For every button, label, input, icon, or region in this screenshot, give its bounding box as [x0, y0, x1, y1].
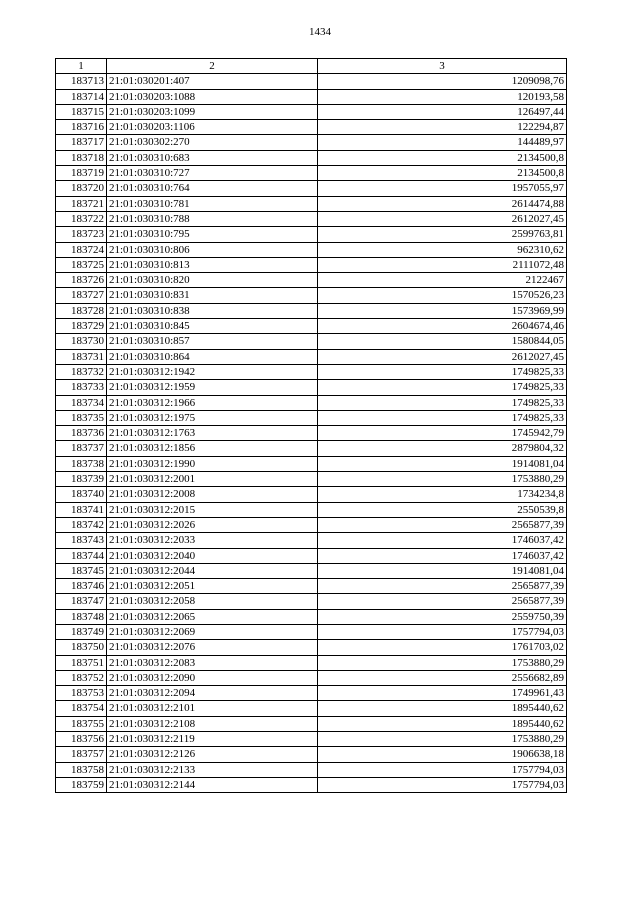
value-cell: 1209098,76: [318, 74, 567, 89]
row-number-cell: 183723: [56, 227, 107, 242]
row-number-cell: 183735: [56, 410, 107, 425]
value-cell: 2550539,8: [318, 502, 567, 517]
row-number-cell: 183754: [56, 701, 107, 716]
row-number-cell: 183714: [56, 89, 107, 104]
cadastral-number-cell: 21:01:030302:270: [107, 135, 318, 150]
cadastral-number-cell: 21:01:030312:1942: [107, 364, 318, 379]
table-row: [56, 120, 567, 135]
value-cell: 2565877,39: [318, 517, 567, 532]
table-row: [56, 242, 567, 257]
table-row: [56, 211, 567, 226]
table-row: [56, 303, 567, 318]
table-row: [56, 441, 567, 456]
table-row: [56, 777, 567, 792]
row-number-cell: 183759: [56, 777, 107, 792]
row-number-cell: 183726: [56, 273, 107, 288]
cadastral-number-cell: 21:01:030312:2051: [107, 579, 318, 594]
table-row: [56, 579, 567, 594]
cadastral-number-cell: 21:01:030310:857: [107, 334, 318, 349]
cadastral-number-cell: 21:01:030312:2076: [107, 640, 318, 655]
row-number-cell: 183758: [56, 762, 107, 777]
cadastral-number-cell: 21:01:030312:1966: [107, 395, 318, 410]
row-number-cell: 183748: [56, 609, 107, 624]
table-row: [56, 655, 567, 670]
row-number-cell: 183719: [56, 166, 107, 181]
value-cell: 126497,44: [318, 104, 567, 119]
table-row: [56, 380, 567, 395]
cadastral-number-cell: 21:01:030312:1763: [107, 426, 318, 441]
cadastral-number-cell: 21:01:030312:2058: [107, 594, 318, 609]
table-row: [56, 288, 567, 303]
row-number-cell: 183724: [56, 242, 107, 257]
value-cell: 1570526,23: [318, 288, 567, 303]
table-row: [56, 502, 567, 517]
table-row: [56, 74, 567, 89]
value-cell: 1895440,62: [318, 701, 567, 716]
table-row: [56, 395, 567, 410]
table-row: [56, 166, 567, 181]
cadastral-number-cell: 21:01:030310:864: [107, 349, 318, 364]
table-row: [56, 732, 567, 747]
table-row: [56, 670, 567, 685]
value-cell: 1749825,33: [318, 410, 567, 425]
cadastral-number-cell: 21:01:030312:2015: [107, 502, 318, 517]
cadastral-number-cell: 21:01:030312:2083: [107, 655, 318, 670]
table-row: [56, 426, 567, 441]
cadastral-number-cell: 21:01:030310:683: [107, 150, 318, 165]
value-cell: 1957055,97: [318, 181, 567, 196]
data-table: [55, 58, 567, 793]
value-cell: 2134500,8: [318, 150, 567, 165]
cadastral-number-cell: 21:01:030312:2126: [107, 747, 318, 762]
row-number-cell: 183743: [56, 533, 107, 548]
value-cell: 2559750,39: [318, 609, 567, 624]
row-number-cell: 183718: [56, 150, 107, 165]
row-number-cell: 183733: [56, 380, 107, 395]
value-cell: 1749825,33: [318, 380, 567, 395]
cadastral-number-cell: 21:01:030310:806: [107, 242, 318, 257]
table-row: [56, 716, 567, 731]
table-body: [56, 74, 567, 793]
table-header-row: [56, 59, 567, 74]
row-number-cell: 183713: [56, 74, 107, 89]
value-cell: 1749825,33: [318, 395, 567, 410]
table-row: [56, 181, 567, 196]
page-number: 1434: [309, 26, 331, 38]
table-row: [56, 319, 567, 334]
row-number-cell: 183746: [56, 579, 107, 594]
table-row: [56, 456, 567, 471]
cadastral-number-cell: 21:01:030312:2101: [107, 701, 318, 716]
value-cell: 1746037,42: [318, 548, 567, 563]
value-cell: 144489,97: [318, 135, 567, 150]
row-number-cell: 183739: [56, 472, 107, 487]
value-cell: 1746037,42: [318, 533, 567, 548]
value-cell: 1749825,33: [318, 364, 567, 379]
value-cell: 1734234,8: [318, 487, 567, 502]
cadastral-number-cell: 21:01:030203:1106: [107, 120, 318, 135]
row-number-cell: 183745: [56, 563, 107, 578]
value-cell: 122294,87: [318, 120, 567, 135]
cadastral-number-cell: 21:01:030312:2008: [107, 487, 318, 502]
cadastral-number-cell: 21:01:030310:845: [107, 319, 318, 334]
row-number-cell: 183751: [56, 655, 107, 670]
table-row: [56, 273, 567, 288]
row-number-cell: 183753: [56, 686, 107, 701]
cadastral-number-cell: 21:01:030310:764: [107, 181, 318, 196]
row-number-cell: 183740: [56, 487, 107, 502]
table-row: [56, 349, 567, 364]
cadastral-number-cell: 21:01:030310:831: [107, 288, 318, 303]
table-row: [56, 89, 567, 104]
row-number-cell: 183715: [56, 104, 107, 119]
row-number-cell: 183741: [56, 502, 107, 517]
value-cell: 1749961,43: [318, 686, 567, 701]
cadastral-number-cell: 21:01:030310:788: [107, 211, 318, 226]
row-number-cell: 183750: [56, 640, 107, 655]
cadastral-number-cell: 21:01:030310:813: [107, 257, 318, 272]
value-cell: 1914081,04: [318, 456, 567, 471]
table-row: [56, 701, 567, 716]
row-number-cell: 183728: [56, 303, 107, 318]
cadastral-number-cell: 21:01:030312:1975: [107, 410, 318, 425]
value-cell: 962310,62: [318, 242, 567, 257]
value-cell: 2122467: [318, 273, 567, 288]
table-row: [56, 533, 567, 548]
cadastral-number-cell: 21:01:030312:2119: [107, 732, 318, 747]
table-row: [56, 196, 567, 211]
table-row: [56, 640, 567, 655]
value-cell: 120193,58: [318, 89, 567, 104]
cadastral-number-cell: 21:01:030310:781: [107, 196, 318, 211]
value-cell: 2565877,39: [318, 594, 567, 609]
column-header-2: 2: [107, 59, 318, 74]
column-header-3: 3: [318, 59, 567, 74]
cadastral-number-cell: 21:01:030312:2108: [107, 716, 318, 731]
column-header-1: 1: [56, 59, 107, 74]
cadastral-number-cell: 21:01:030312:2026: [107, 517, 318, 532]
row-number-cell: 183731: [56, 349, 107, 364]
value-cell: 1573969,99: [318, 303, 567, 318]
cadastral-number-cell: 21:01:030312:2033: [107, 533, 318, 548]
row-number-cell: 183747: [56, 594, 107, 609]
row-number-cell: 183732: [56, 364, 107, 379]
row-number-cell: 183742: [56, 517, 107, 532]
table-row: [56, 135, 567, 150]
row-number-cell: 183727: [56, 288, 107, 303]
row-number-cell: 183730: [56, 334, 107, 349]
value-cell: 1914081,04: [318, 563, 567, 578]
cadastral-number-cell: 21:01:030312:2094: [107, 686, 318, 701]
table-row: [56, 257, 567, 272]
cadastral-number-cell: 21:01:030310:727: [107, 166, 318, 181]
cadastral-number-cell: 21:01:030310:795: [107, 227, 318, 242]
value-cell: 1757794,03: [318, 762, 567, 777]
table-row: [56, 334, 567, 349]
value-cell: 1761703,02: [318, 640, 567, 655]
row-number-cell: 183729: [56, 319, 107, 334]
value-cell: 2614474,88: [318, 196, 567, 211]
table-row: [56, 104, 567, 119]
table-row: [56, 517, 567, 532]
value-cell: 2599763,81: [318, 227, 567, 242]
value-cell: 2604674,46: [318, 319, 567, 334]
row-number-cell: 183722: [56, 211, 107, 226]
table-row: [56, 410, 567, 425]
table-row: [56, 563, 567, 578]
value-cell: 2612027,45: [318, 211, 567, 226]
value-cell: 1753880,29: [318, 655, 567, 670]
row-number-cell: 183734: [56, 395, 107, 410]
table-row: [56, 624, 567, 639]
cadastral-number-cell: 21:01:030312:1959: [107, 380, 318, 395]
value-cell: 2556682,89: [318, 670, 567, 685]
cadastral-number-cell: 21:01:030312:1990: [107, 456, 318, 471]
cadastral-number-cell: 21:01:030312:2133: [107, 762, 318, 777]
table-row: [56, 594, 567, 609]
cadastral-number-cell: 21:01:030203:1088: [107, 89, 318, 104]
table-row: [56, 487, 567, 502]
table-row: [56, 548, 567, 563]
table-row: [56, 227, 567, 242]
table-row: [56, 150, 567, 165]
cadastral-number-cell: 21:01:030312:2069: [107, 624, 318, 639]
value-cell: 1895440,62: [318, 716, 567, 731]
value-cell: 1753880,29: [318, 732, 567, 747]
table-row: [56, 747, 567, 762]
row-number-cell: 183744: [56, 548, 107, 563]
table-row: [56, 364, 567, 379]
cadastral-number-cell: 21:01:030312:2144: [107, 777, 318, 792]
value-cell: 1753880,29: [318, 472, 567, 487]
cadastral-number-cell: 21:01:030201:407: [107, 74, 318, 89]
row-number-cell: 183749: [56, 624, 107, 639]
row-number-cell: 183721: [56, 196, 107, 211]
table-row: [56, 762, 567, 777]
cadastral-number-cell: 21:01:030312:2090: [107, 670, 318, 685]
row-number-cell: 183717: [56, 135, 107, 150]
table-row: [56, 686, 567, 701]
value-cell: 2134500,8: [318, 166, 567, 181]
row-number-cell: 183737: [56, 441, 107, 456]
cadastral-number-cell: 21:01:030310:820: [107, 273, 318, 288]
row-number-cell: 183756: [56, 732, 107, 747]
value-cell: 1757794,03: [318, 777, 567, 792]
row-number-cell: 183757: [56, 747, 107, 762]
value-cell: 2565877,39: [318, 579, 567, 594]
value-cell: 1757794,03: [318, 624, 567, 639]
table-row: [56, 609, 567, 624]
value-cell: 1745942,79: [318, 426, 567, 441]
row-number-cell: 183736: [56, 426, 107, 441]
value-cell: 1906638,18: [318, 747, 567, 762]
value-cell: 2879804,32: [318, 441, 567, 456]
value-cell: 2612027,45: [318, 349, 567, 364]
cadastral-number-cell: 21:01:030203:1099: [107, 104, 318, 119]
row-number-cell: 183720: [56, 181, 107, 196]
row-number-cell: 183725: [56, 257, 107, 272]
cadastral-number-cell: 21:01:030312:2001: [107, 472, 318, 487]
row-number-cell: 183716: [56, 120, 107, 135]
table-row: [56, 472, 567, 487]
cadastral-number-cell: 21:01:030312:1856: [107, 441, 318, 456]
row-number-cell: 183755: [56, 716, 107, 731]
value-cell: 1580844,05: [318, 334, 567, 349]
cadastral-number-cell: 21:01:030312:2040: [107, 548, 318, 563]
cadastral-number-cell: 21:01:030312:2044: [107, 563, 318, 578]
cadastral-number-cell: 21:01:030310:838: [107, 303, 318, 318]
row-number-cell: 183752: [56, 670, 107, 685]
row-number-cell: 183738: [56, 456, 107, 471]
cadastral-number-cell: 21:01:030312:2065: [107, 609, 318, 624]
value-cell: 2111072,48: [318, 257, 567, 272]
